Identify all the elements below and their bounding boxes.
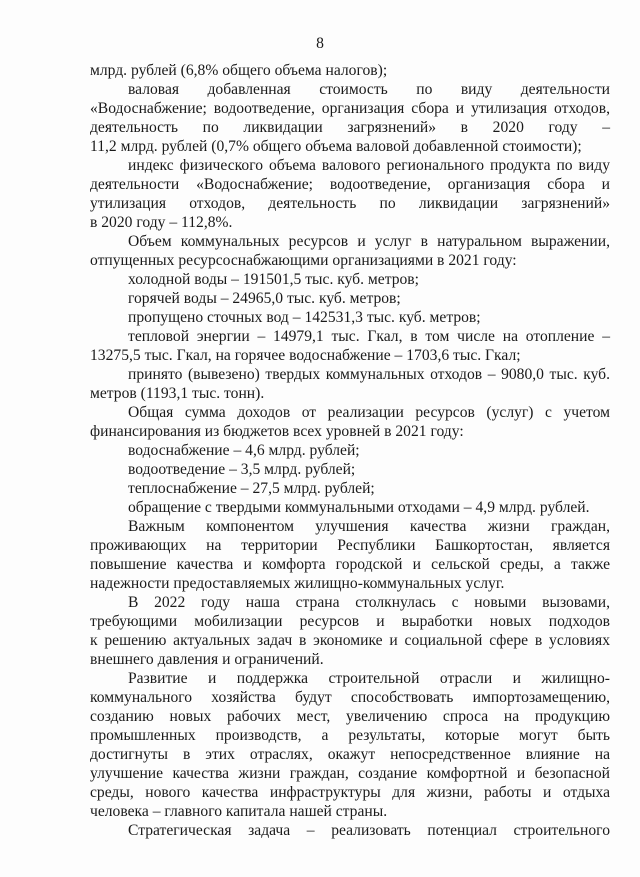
text-line: повышение качества и комфорта городской и сельской среды, а также [90,556,610,573]
text-line: водоотведение – 3,5 млрд. рублей; [128,461,356,478]
text-line: холодной воды – 191501,5 тыс. куб. метров; [128,271,419,288]
text-line: горячей воды – 24965,0 тыс. куб. метров; [128,290,401,307]
text-line: водоснабжение – 4,6 млрд. рублей; [128,442,360,459]
text-line: утилизация отходов, деятельность по ликвидации загрязнений» [90,195,610,212]
text-line: 11,2 млрд. рублей (0,7% общего объема валовой добавленной стоимости); [90,138,582,155]
body-text [90,61,610,840]
text-line: требующими мобилизации ресурсов и выработки новых подходов [90,613,610,630]
text-line: пропущено сточных вод – 142531,3 тыс. куб. метров; [128,309,481,326]
text-line: млрд. рублей (6,8% общего объема налогов); [90,62,388,79]
text-line: принято (вывезено) твердых коммунальных отходов – 9080,0 тыс. куб. [128,366,610,383]
text-line: Объем коммунальных ресурсов и услуг в натуральном выражении, [128,233,610,250]
text-line: в 2020 году – 112,8%. [90,214,233,231]
text-line: коммунального хозяйства будут способствовать импортозамещению, [90,689,610,706]
text-line: среды, нового качества инфраструктуры для жизни, работы и отдыха [90,784,610,801]
text-line: метров (1193,1 тыс. тонн). [90,385,265,402]
text-line: созданию новых рабочих мест, увеличению спроса на продукцию [90,708,610,725]
text-line: человека – главного капитала нашей страны. [90,803,388,820]
text-line: тепловой энергии – 14979,1 тыс. Гкал, в том числе на отопление – [128,328,610,345]
text-line: обращение с твердыми коммунальными отходами – 4,9 млрд. рублей. [128,499,590,516]
text-line: улучшение качества жизни граждан, создание комфортной и безопасной [90,765,610,782]
text-line: деятельности «Водоснабжение; водоотведение, организация сбора и [90,176,610,193]
text-line: деятельность по ликвидации загрязнений» в 2020 году – [90,119,610,136]
text-line: индекс физического объема валового регионального продукта по виду [128,157,610,174]
text-line: Общая сумма доходов от реализации ресурсов (услуг) с учетом [128,404,610,421]
text-line: надежности предоставляемых жилищно-коммунальных услуг. [90,575,505,592]
text-line: достигнуты в этих отраслях, окажут непосредственное влияние на [90,746,610,763]
text-line: к решению актуальных задач в экономике и социальной сфере в условиях [90,632,610,649]
text-line: Развитие и поддержка строительной отрасли и жилищно- [128,670,610,687]
text-line: теплоснабжение – 27,5 млрд. рублей; [128,480,375,497]
text-line: Стратегическая задача – реализовать потенциал строительного [128,822,610,839]
text-line: «Водоснабжение; водоотведение, организация сбора и утилизация отходов, [90,100,610,117]
text-line: 13275,5 тыс. Гкал, на горячее водоснабжение – 1703,6 тыс. Гкал; [90,347,521,364]
text-line: В 2022 году наша страна столкнулась с новыми вызовами, [128,594,610,611]
page-number: 8 [316,35,324,52]
text-line: внешнего давления и ограничений. [90,651,324,668]
text-line: промышленных производств, а результаты, которые могут быть [90,727,610,744]
text-line: отпущенных ресурсоснабжающими организациями в 2021 году: [90,252,517,269]
text-line: проживающих на территории Республики Башкортостан, является [90,537,610,554]
text-line: валовая добавленная стоимость по виду деятельности [128,81,610,98]
text-line: финансирования из бюджетов всех уровней в 2021 году: [90,423,464,440]
text-line: Важным компонентом улучшения качества жизни граждан, [128,518,610,535]
